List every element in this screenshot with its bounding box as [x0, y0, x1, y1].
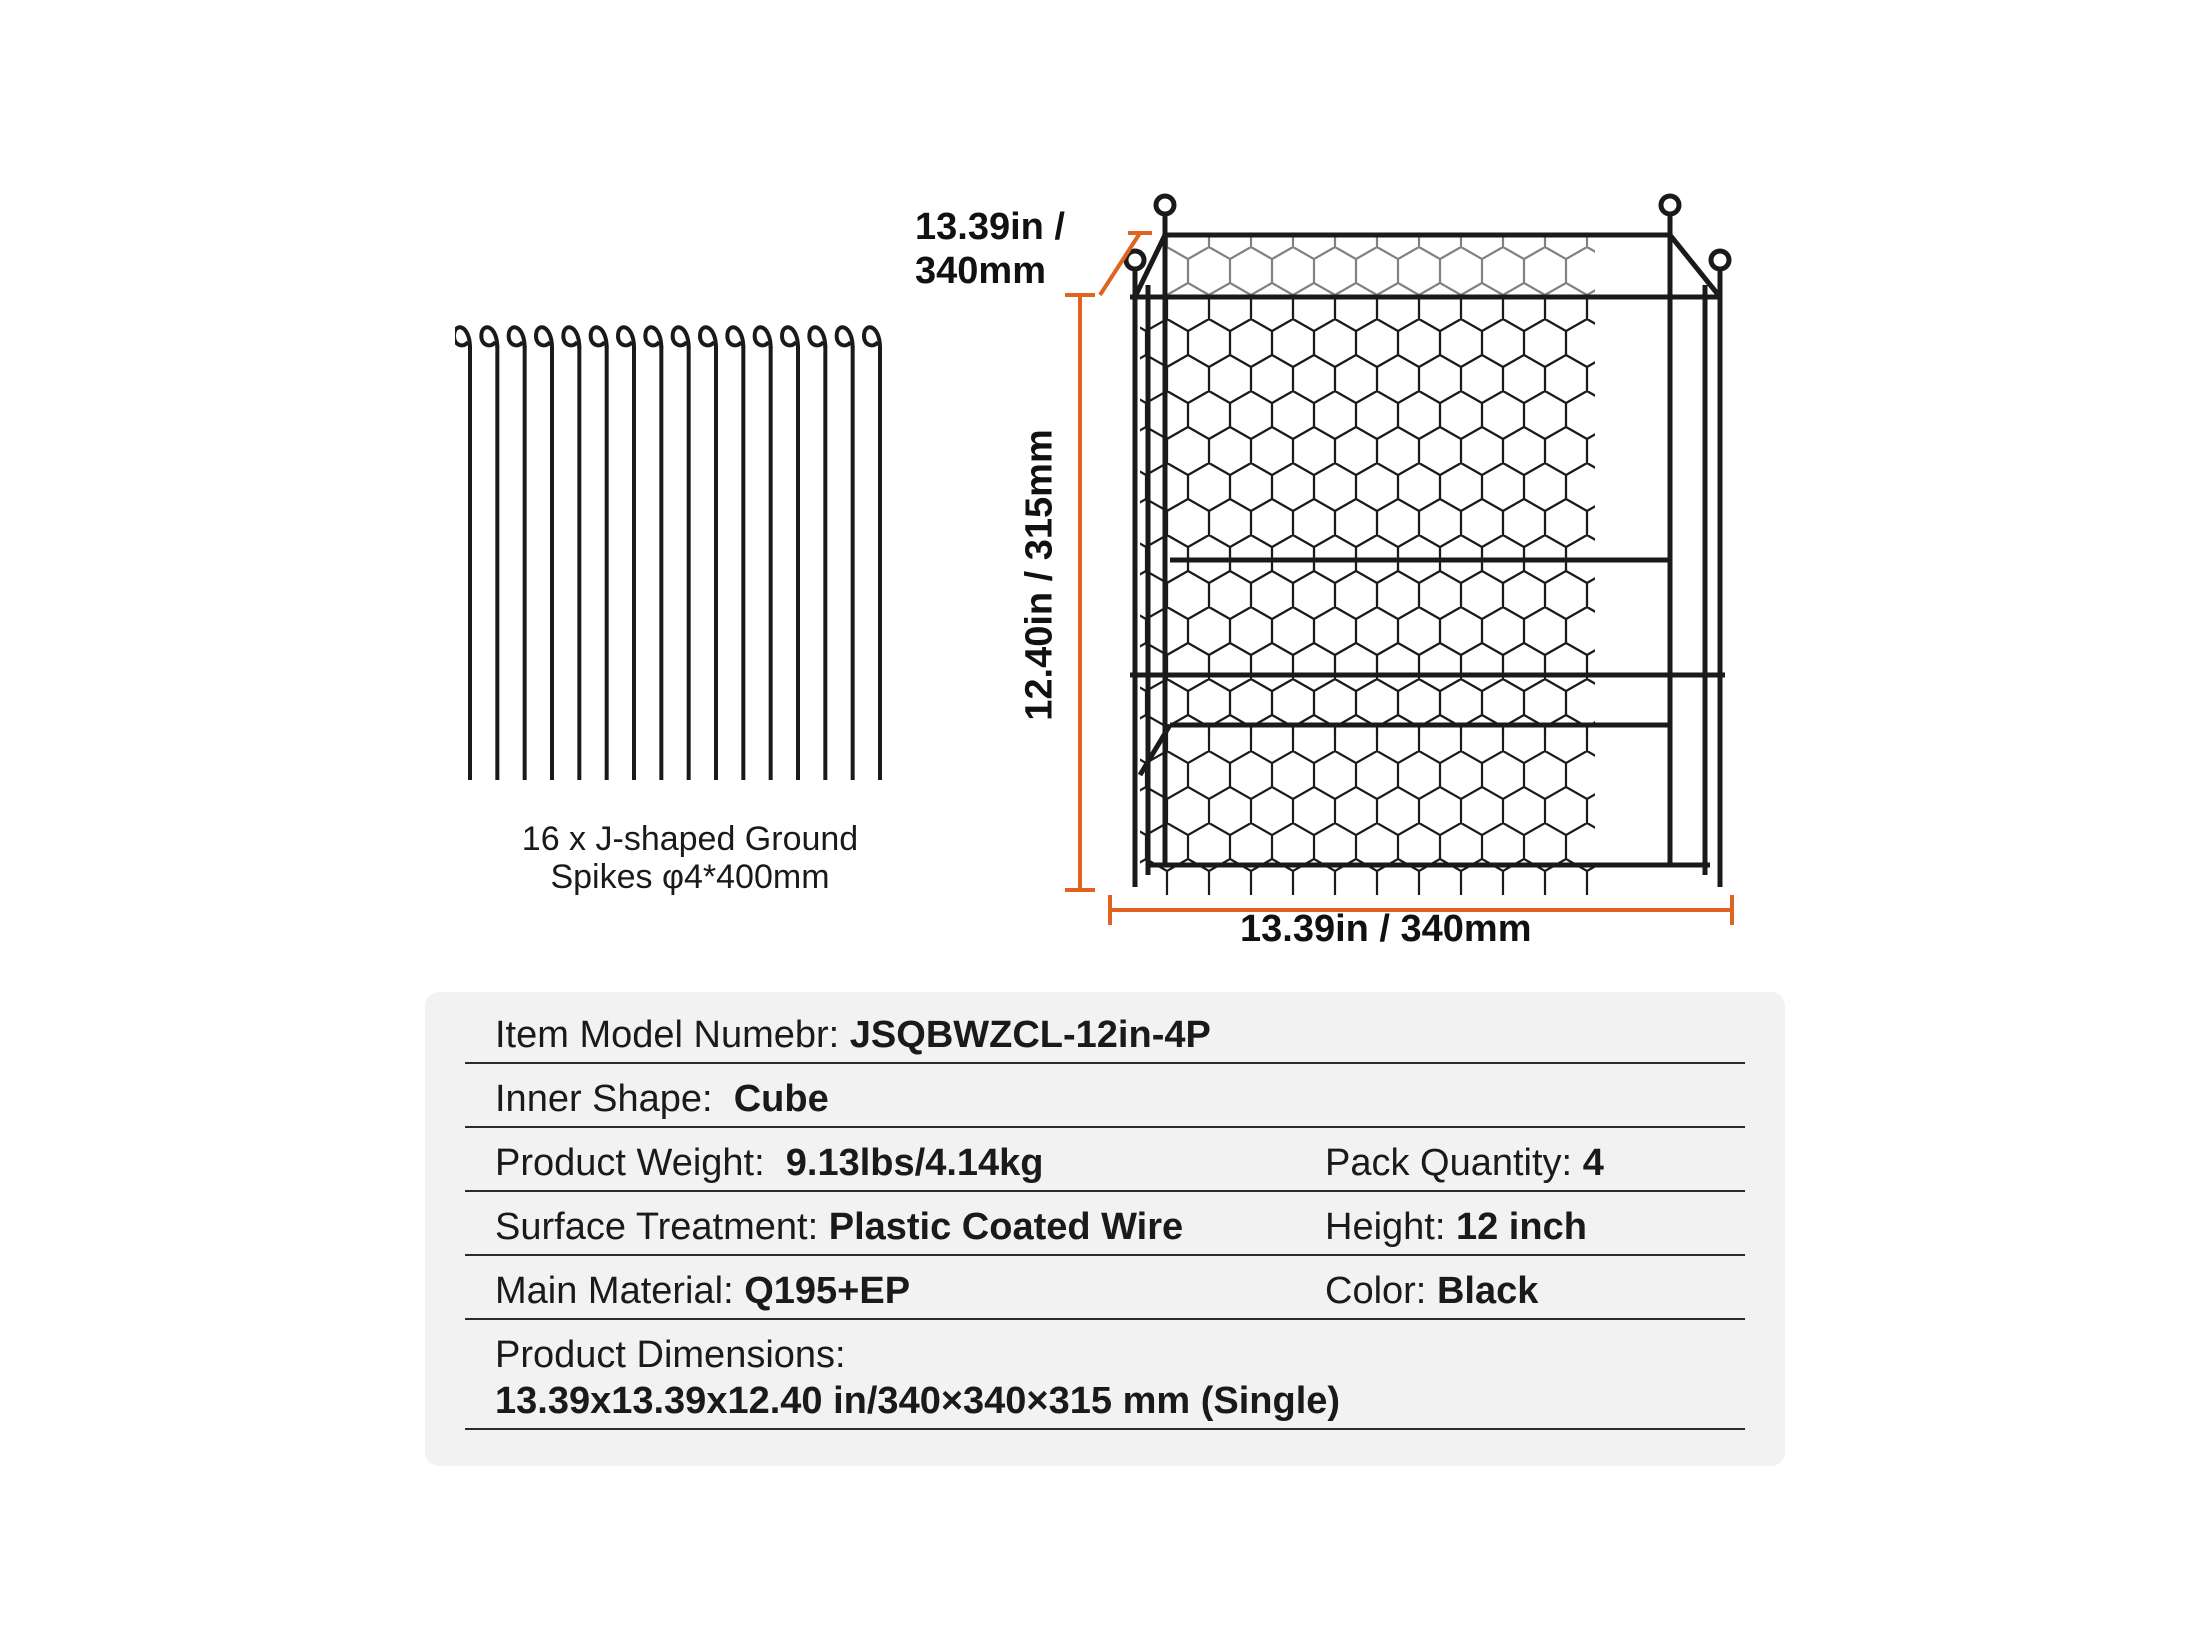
shape-label: Inner Shape:: [495, 1078, 713, 1120]
ground-spike: [755, 327, 771, 780]
surface-value: Plastic Coated Wire: [828, 1206, 1184, 1248]
dimensions-label: Product Dimensions:: [495, 1334, 846, 1376]
material-value: Q195+EP: [744, 1270, 911, 1312]
color-label: Color:: [1325, 1270, 1427, 1312]
model-label: Item Model Numebr:: [495, 1014, 840, 1056]
spec-row-model: [465, 1010, 1745, 1064]
ground-spike: [864, 327, 880, 780]
spikes-caption-line1: 16 x J-shaped Ground: [521, 820, 859, 858]
depth-dimension-line2: 340mm: [915, 250, 1046, 292]
height-dimension-label: 12.40in / 315mm: [1018, 429, 1061, 721]
weight-label: Product Weight:: [495, 1142, 765, 1184]
surface-label: Surface Treatment:: [495, 1206, 819, 1248]
spec-row-weight: [465, 1138, 1745, 1192]
ground-spike: [645, 327, 661, 780]
pack-value: 4: [1582, 1142, 1604, 1184]
spec-row-surface: [465, 1202, 1745, 1256]
height-label: Height:: [1325, 1206, 1446, 1248]
color-value: Black: [1436, 1270, 1539, 1312]
ground-spike: [700, 327, 716, 780]
ground-spike: [673, 327, 689, 780]
spec-row-dimensions: [465, 1330, 1745, 1430]
ground-spike: [563, 327, 579, 780]
spec-row-shape: [465, 1074, 1745, 1128]
ground-spike: [727, 327, 743, 780]
model-value: JSQBWZCL-12in-4P: [849, 1014, 1211, 1056]
shape-value: Cube: [733, 1078, 829, 1120]
ground-spike: [455, 327, 470, 780]
material-label: Main Material:: [495, 1270, 734, 1312]
spikes-caption-line2: Spikes φ4*400mm: [550, 858, 830, 896]
ground-spike: [618, 327, 634, 780]
depth-dimension-label: [915, 205, 1065, 293]
ground-spike: [536, 327, 552, 780]
ground-spikes-illustration: [455, 318, 895, 788]
depth-dimension-line1: 13.39in /: [915, 206, 1065, 248]
wire-cage-illustration: [1020, 175, 1760, 955]
dimensions-value: 13.39x13.39x12.40 in/340×340×315 mm (Single): [495, 1380, 1341, 1422]
ground-spike: [481, 327, 497, 780]
height-value: 12 inch: [1455, 1206, 1587, 1248]
ground-spike: [809, 327, 825, 780]
cage-mesh-front: [1140, 295, 1595, 895]
width-dimension-label: 13.39in / 340mm: [1240, 908, 1532, 950]
ground-spike: [837, 327, 853, 780]
specifications-card: [425, 992, 1785, 1466]
spec-row-material: [465, 1266, 1745, 1320]
ground-spike: [782, 327, 798, 780]
spikes-caption: [440, 820, 940, 896]
ground-spike: [591, 327, 607, 780]
pack-label: Pack Quantity:: [1325, 1142, 1573, 1184]
weight-value: 9.13lbs/4.14kg: [785, 1142, 1044, 1184]
ground-spike: [509, 327, 525, 780]
